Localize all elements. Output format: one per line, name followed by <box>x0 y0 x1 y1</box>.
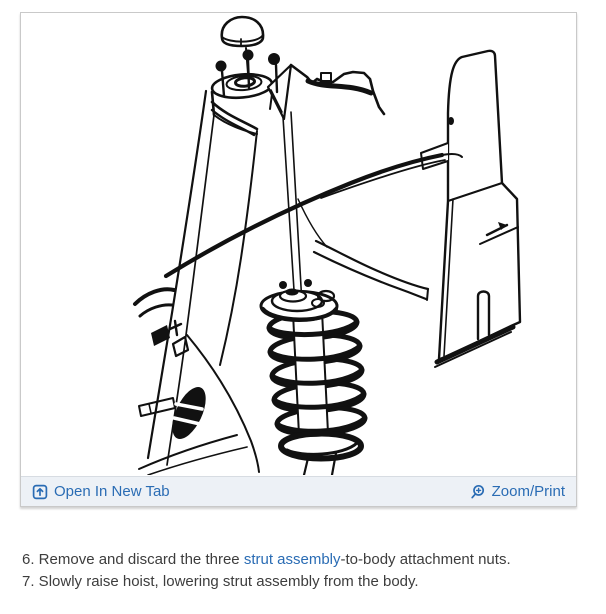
step-text: Slowly raise hoist, lowering strut assembly from the body. <box>34 573 419 590</box>
strut-diagram <box>21 13 576 475</box>
strut-cap <box>222 17 263 73</box>
step-item-6 <box>22 549 592 571</box>
open-in-new-tab-label: Open In New Tab <box>54 483 170 500</box>
magnifier-plus-icon <box>470 484 486 500</box>
body-rail <box>291 65 384 114</box>
open-in-new-tab-icon <box>32 484 48 500</box>
open-in-new-tab-link[interactable] <box>32 483 170 500</box>
body-panel <box>421 51 520 367</box>
zoom-print-label: Zoom/Print <box>491 483 565 500</box>
step-item-7 <box>22 571 592 593</box>
diagram-area <box>21 13 576 476</box>
step-text: -to-body attachment nuts. <box>340 551 511 568</box>
step-number: 7. <box>22 573 35 590</box>
zoom-print-link[interactable] <box>470 483 565 500</box>
lower-arm <box>298 199 428 300</box>
instruction-steps <box>22 549 592 593</box>
strut-assembly-link[interactable]: strut assembly <box>243 551 341 568</box>
knuckle-detail <box>135 289 213 444</box>
figure-card <box>20 12 577 507</box>
step-number: 6. <box>22 551 35 568</box>
coil-spring <box>261 279 366 475</box>
step-text: Remove and discard the three <box>34 551 244 568</box>
figure-toolbar <box>21 476 576 506</box>
fender-rail <box>166 154 462 276</box>
